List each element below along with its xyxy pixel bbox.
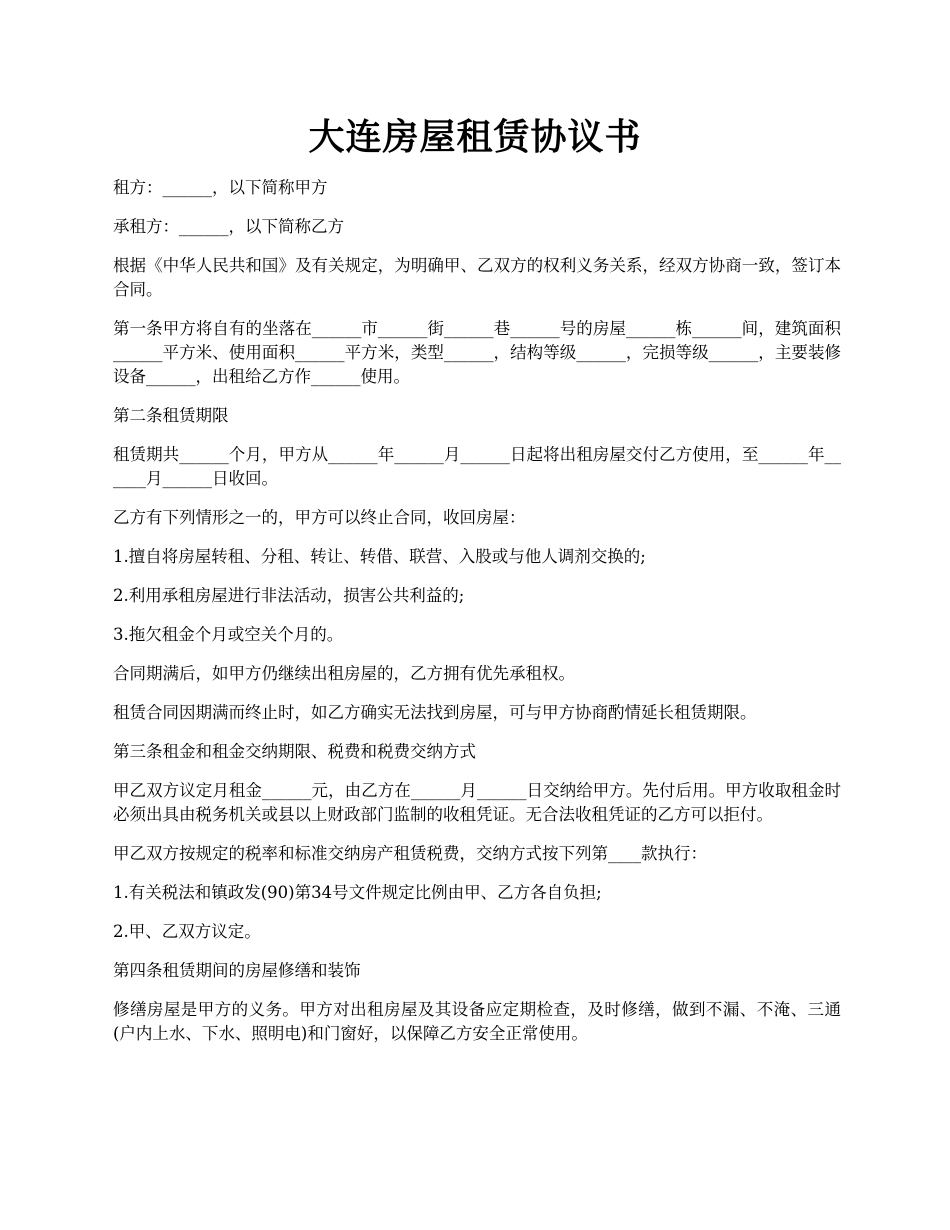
list-item-termination-2: 2.利用承租房屋进行非法活动，损害公共利益的; [113,586,465,605]
paragraph-lease-term: 租赁期共______个月，甲方从______年______月______日起将出租房屋交付乙方使用，至______年______月______日收回。 [113,445,841,488]
paragraph-lessor: 租方：______，以下简称甲方 [113,178,328,197]
heading-article-4: 第四条租赁期间的房屋修缮和装饰 [113,961,361,980]
paragraph-article-1: 第一条甲方将自有的坐落在______市______街______巷______号的房屋______栋______间，建筑面积______平方米、使用面积______平方米，类型______，结构等级______，完损等级______，主要装修设备______，出租给乙方作______使用。 [113,319,841,386]
paragraph-rent: 甲乙双方议定月租金______元，由乙方在______月______日交纳给甲方。先付后用。甲方收取租金时必须出具由税务机关或县以上财政部门监制的收租凭证。无合法收租凭证的乙方可以拒付。 [113,781,841,824]
heading-article-2: 第二条租赁期限 [113,406,229,425]
document-body [113,176,841,1061]
list-item-termination-3: 3.拖欠租金个月或空关个月的。 [113,625,344,644]
paragraph-priority-lease: 合同期满后，如甲方仍继续出租房屋的，乙方拥有优先承租权。 [113,664,575,683]
list-item-tax-1: 1.有关税法和镇政发(90)第34号文件规定比例由甲、乙方各自负担; [113,883,602,902]
paragraph-tax: 甲乙双方按规定的税率和标准交纳房产租赁税费，交纳方式按下列第____款执行： [113,844,707,863]
paragraph-termination-conditions: 乙方有下列情形之一的，甲方可以终止合同，收回房屋： [113,508,526,527]
list-item-termination-1: 1.擅自将房屋转租、分租、转让、转借、联营、入股或与他人调剂交换的; [113,547,646,566]
document-title: 大连房屋租赁协议书 [308,116,642,158]
heading-article-3: 第三条租金和租金交纳期限、税费和税费交纳方式 [113,742,476,761]
paragraph-repairs: 修缮房屋是甲方的义务。甲方对出租房屋及其设备应定期检查，及时修缮，做到不漏、不淹、三通(户内上水、下水、照明电)和门窗好，以保障乙方安全正常使用。 [113,1000,841,1043]
paragraph-extension: 租赁合同因期满而终止时，如乙方确实无法找到房屋，可与甲方协商酌情延长租赁期限。 [113,703,757,722]
paragraph-preamble: 根据《中华人民共和国》及有关规定，为明确甲、乙双方的权利义务关系，经双方协商一致，签订本合同。 [113,256,841,299]
list-item-tax-2: 2.甲、乙双方议定。 [113,922,261,941]
paragraph-lessee: 承租方：______，以下简称乙方 [113,217,344,236]
